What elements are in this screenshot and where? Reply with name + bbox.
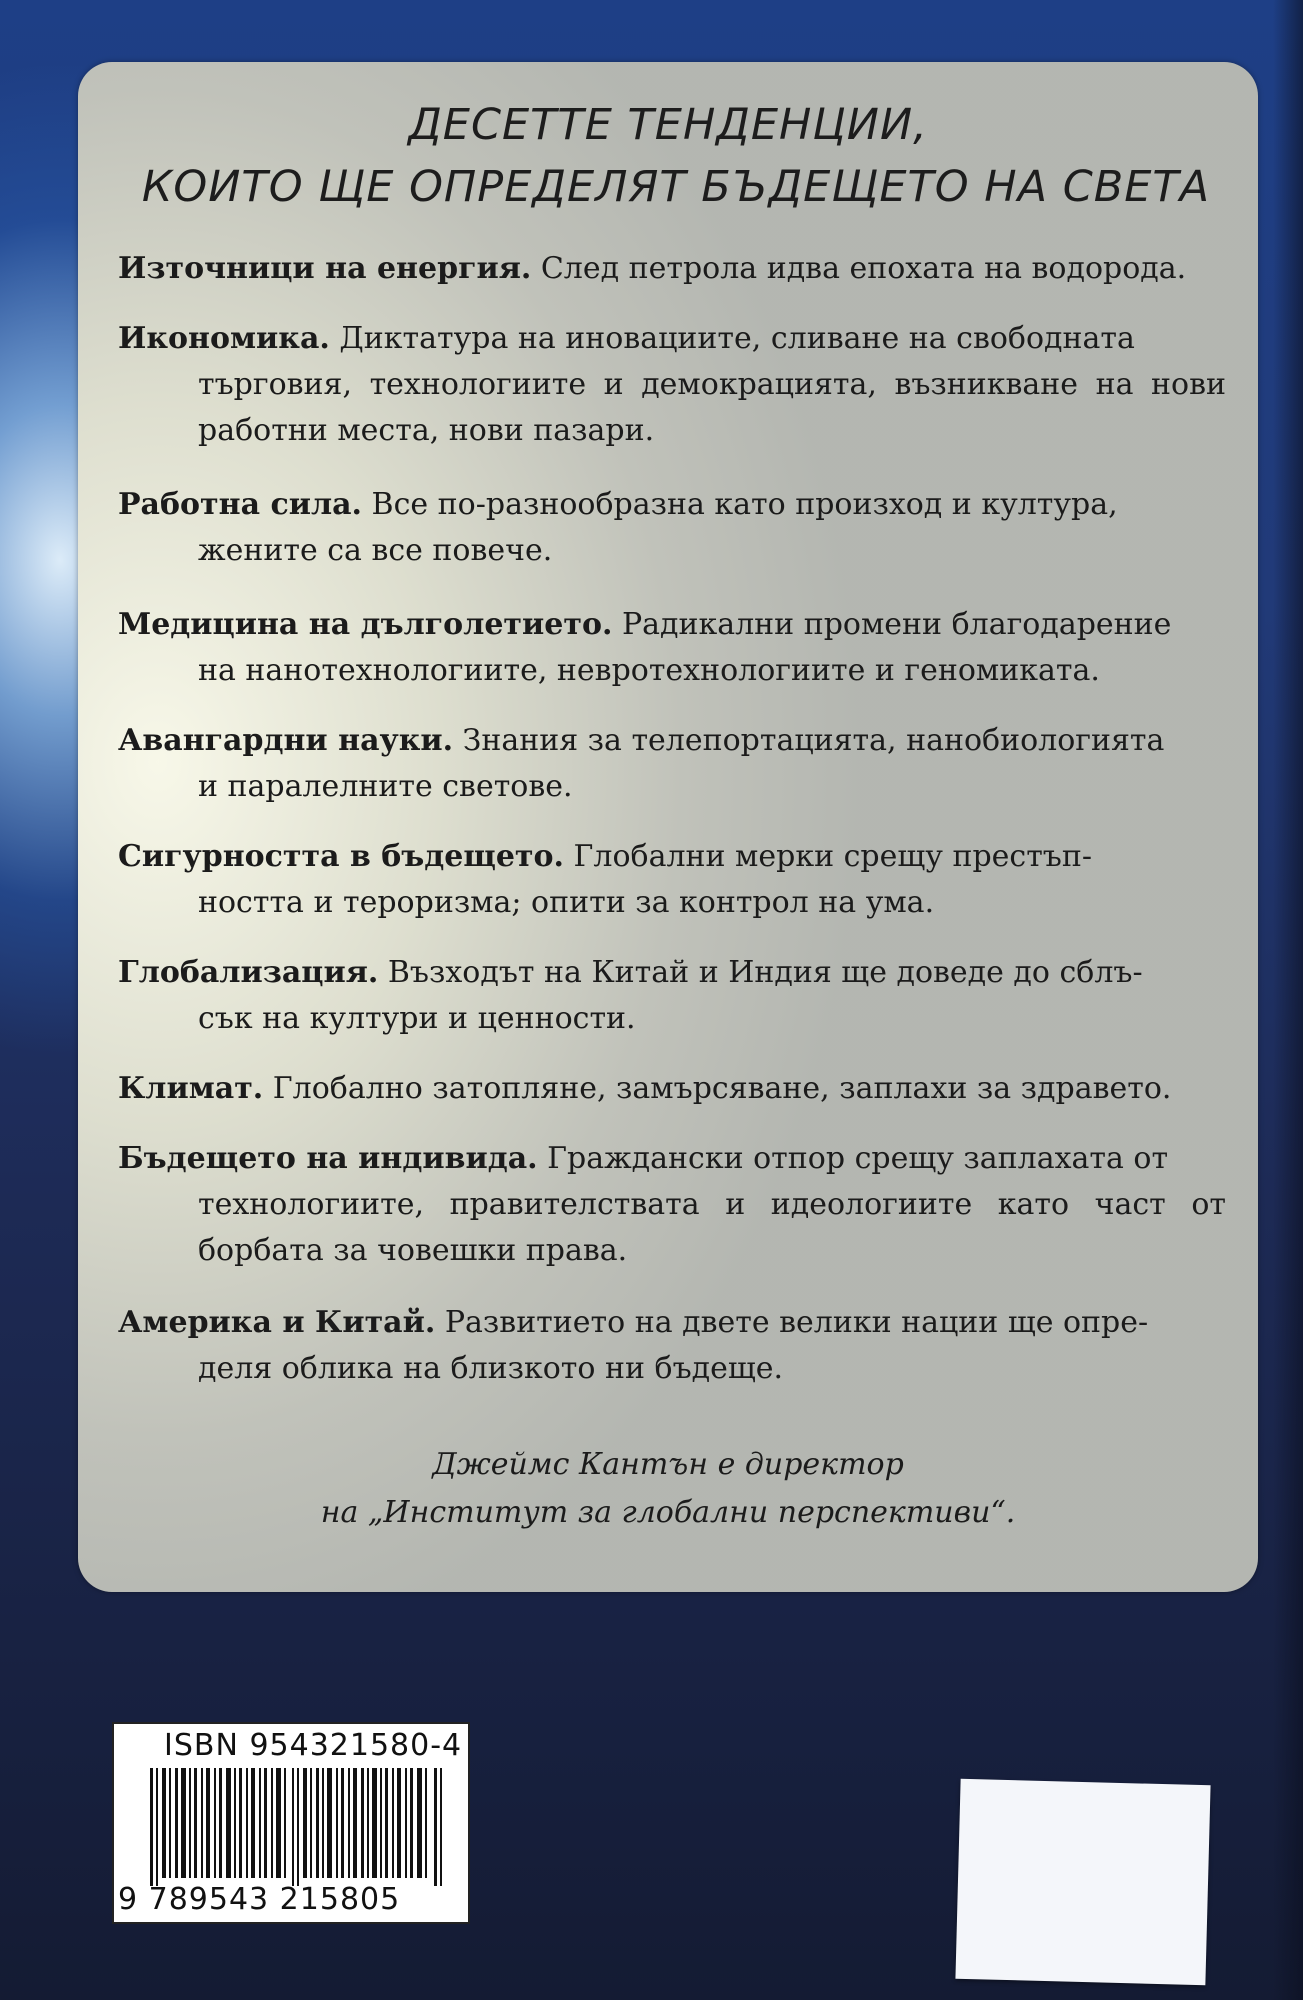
trend-item-climate bbox=[118, 1066, 1226, 1112]
trend-text: Все по-разнообразна като произход и култура, bbox=[362, 487, 1118, 522]
trend-item-security bbox=[118, 834, 1226, 926]
text-panel bbox=[78, 62, 1258, 1592]
trend-text-continued: жените са все повече. bbox=[198, 533, 553, 568]
trend-item-america-china bbox=[118, 1300, 1226, 1392]
trend-text-continued: ността и тероризма; опити за контрол на ума. bbox=[198, 885, 935, 920]
trend-heading: Климат. bbox=[118, 1071, 264, 1106]
trend-text: След петрола идва епохата на водорода. bbox=[531, 251, 1187, 286]
trend-item-economy bbox=[118, 316, 1226, 454]
ean-number: 9 789543 215805 bbox=[118, 1882, 401, 1917]
trend-heading: Авангардни науки. bbox=[118, 723, 454, 758]
trend-heading: Глобализация. bbox=[118, 955, 379, 990]
trend-item-sciences bbox=[118, 718, 1226, 810]
trend-text-continued: и паралелните светове. bbox=[198, 769, 573, 804]
trend-text: Радикални промени благодарение bbox=[612, 607, 1172, 642]
title-line-2: КОИТО ЩЕ ОПРЕДЕЛЯТ БЪДЕЩЕТО НА СВЕТА bbox=[141, 162, 1211, 212]
title-line-1: ДЕСЕТТЕ ТЕНДЕНЦИИ, bbox=[408, 100, 928, 150]
trend-text-continued: сък на култури и ценности. bbox=[198, 1001, 636, 1036]
trend-text: Граждански отпор срещу заплахата от bbox=[537, 1141, 1169, 1176]
trend-heading: Работна сила. bbox=[118, 487, 362, 522]
trend-heading: Икономика. bbox=[118, 321, 330, 356]
trend-text: Глобални мерки срещу престъп- bbox=[563, 839, 1093, 874]
trend-heading: Източници на енергия. bbox=[118, 251, 532, 286]
trend-heading: Америка и Китай. bbox=[118, 1305, 436, 1340]
trend-item-energy bbox=[118, 246, 1226, 292]
author-credit-line-1: Джеймс Кантън е директор bbox=[432, 1447, 904, 1482]
trend-text-continued: на нанотехнологиите, невротехнологиите и геномиката. bbox=[198, 653, 1100, 688]
trend-text: Знания за телепортацията, нанобиологията bbox=[453, 723, 1165, 758]
trend-text-continued: търговия, технологиите и демокрацията, възникване на нови работни места, нови пазари. bbox=[198, 367, 1226, 448]
isbn-barcode bbox=[112, 1722, 470, 1924]
isbn-label: ISBN 954321580-4 bbox=[164, 1728, 463, 1763]
trend-text-continued: технологиите, правителствата и идеологиите като част от борбата за човешки права. bbox=[198, 1187, 1226, 1268]
trend-text-continued: деля облика на близкото ни бъдеще. bbox=[198, 1351, 784, 1386]
trend-item-workforce bbox=[118, 482, 1226, 574]
trend-item-individual bbox=[118, 1136, 1226, 1274]
trend-heading: Медицина на дълголетието. bbox=[118, 607, 613, 642]
barcode-bars-icon bbox=[150, 1768, 450, 1886]
trend-text: Развитието на двете велики нации ще опре- bbox=[435, 1305, 1149, 1340]
trend-text: Възходът на Китай и Индия ще доведе до сблъ- bbox=[378, 955, 1143, 990]
price-sticker bbox=[955, 1779, 1210, 1985]
trend-heading: Сигурността в бъдещето. bbox=[118, 839, 564, 874]
trend-text: Диктатура на иновациите, сливане на свободната bbox=[329, 321, 1135, 356]
author-credit-line-2: на „Институт за глобални перспективи“. bbox=[320, 1495, 1016, 1530]
trend-heading: Бъдещето на индивида. bbox=[118, 1141, 538, 1176]
trend-item-medicine bbox=[118, 602, 1226, 694]
trend-item-globalization bbox=[118, 950, 1226, 1042]
trend-text: Глобално затопляне, замърсяване, заплахи за здравето. bbox=[263, 1071, 1172, 1106]
